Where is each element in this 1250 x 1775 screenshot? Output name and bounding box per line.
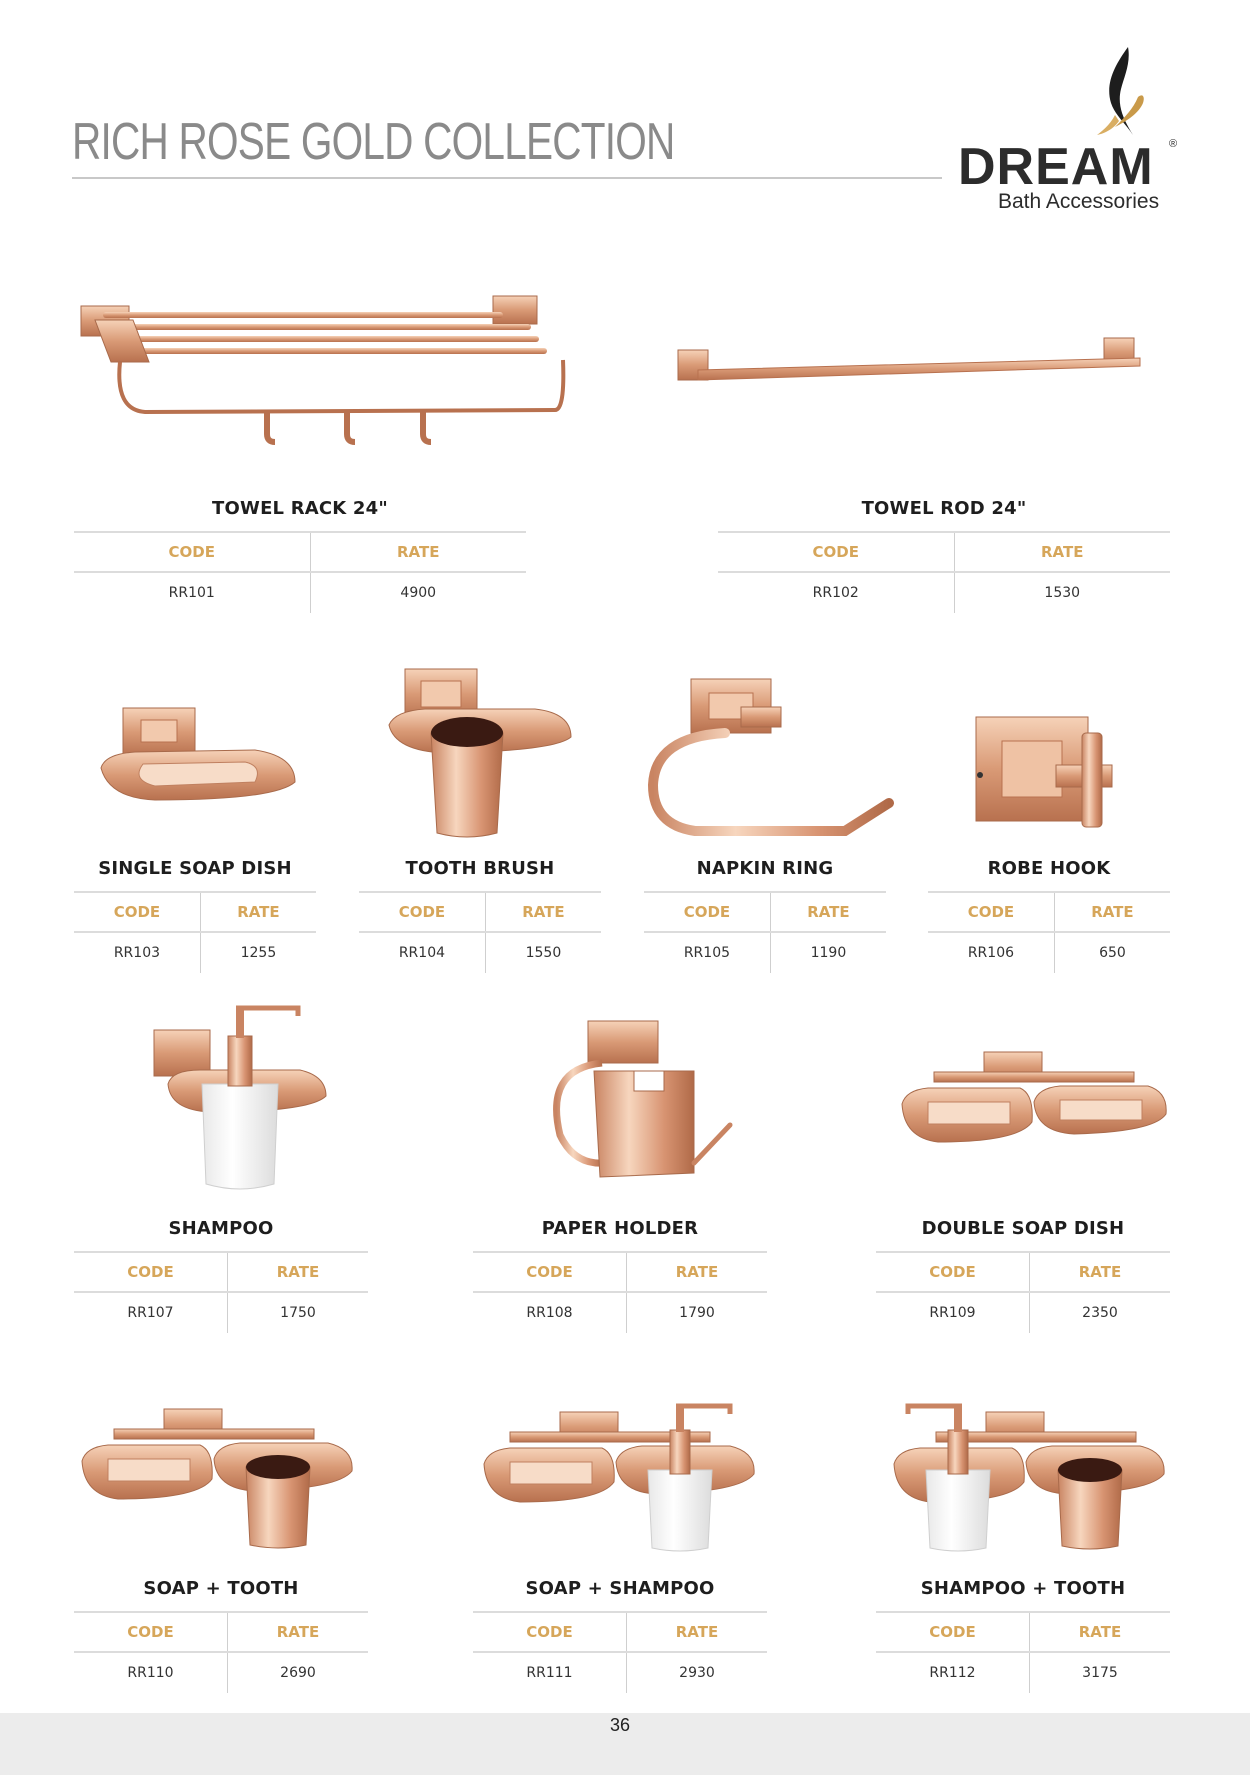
product-rate: 1750 <box>280 1305 316 1321</box>
page-title: RICH ROSE GOLD COLLECTION <box>72 113 675 171</box>
code-header: CODE <box>74 1612 228 1652</box>
product-rate: 1530 <box>1044 585 1081 601</box>
product-name: TOWEL RACK 24" <box>212 498 388 519</box>
paper-holder-icon <box>550 1015 745 1185</box>
product-code: RR108 <box>473 1292 627 1333</box>
product-rate: 2350 <box>1082 1305 1118 1321</box>
product-rate: 1790 <box>679 1305 715 1321</box>
flame-icon <box>955 45 1185 140</box>
product-code: RR109 <box>876 1292 1030 1333</box>
product-rate: 1255 <box>240 945 277 961</box>
product-price-table <box>473 1611 767 1693</box>
rate-header: RATE <box>1030 1252 1171 1292</box>
product-name: NAPKIN RING <box>696 858 834 879</box>
product-price-table <box>876 1251 1170 1333</box>
product-price-table <box>74 1251 368 1333</box>
product-code: RR111 <box>473 1652 627 1693</box>
product-price-table <box>359 891 601 973</box>
product-price-table <box>644 891 886 973</box>
code-header: CODE <box>359 892 485 932</box>
code-header: CODE <box>74 1252 228 1292</box>
double-soap-dish-icon <box>898 1048 1170 1150</box>
product-rate: 1550 <box>525 945 562 961</box>
product-rate: 2930 <box>679 1665 715 1681</box>
product-name: SHAMPOO <box>168 1218 274 1239</box>
product-name: PAPER HOLDER <box>541 1218 699 1239</box>
product-price-table <box>718 531 1170 613</box>
product-rate: 1190 <box>810 945 847 961</box>
registered-mark: ® <box>1169 138 1178 150</box>
rate-header: RATE <box>228 1612 369 1652</box>
tooth-brush-holder-icon <box>385 665 575 840</box>
robe-hook-icon <box>972 705 1132 830</box>
product-code: RR104 <box>359 932 485 973</box>
product-rate: 3175 <box>1082 1665 1118 1681</box>
product-code: RR103 <box>74 932 200 973</box>
towel-rod-icon <box>670 330 1170 400</box>
product-price-table <box>928 891 1170 973</box>
code-header: CODE <box>473 1252 627 1292</box>
code-header: CODE <box>718 532 954 572</box>
product-code: RR101 <box>74 572 310 613</box>
rate-header: RATE <box>228 1252 369 1292</box>
product-name: TOWEL ROD 24" <box>861 498 1027 519</box>
rate-header: RATE <box>770 892 886 932</box>
brand-name: DREAM <box>958 138 1154 196</box>
product-rate: 2690 <box>280 1665 316 1681</box>
product-price-table <box>74 1611 368 1693</box>
code-header: CODE <box>473 1612 627 1652</box>
product-code: RR106 <box>928 932 1054 973</box>
product-code: RR110 <box>74 1652 228 1693</box>
rate-header: RATE <box>1054 892 1170 932</box>
rate-header: RATE <box>200 892 316 932</box>
brand-logo <box>955 45 1185 215</box>
code-header: CODE <box>644 892 770 932</box>
product-code: RR107 <box>74 1292 228 1333</box>
product-price-table <box>74 891 316 973</box>
page-number: 36 <box>609 1715 631 1735</box>
soap-tooth-holder-icon <box>78 1405 358 1550</box>
code-header: CODE <box>74 892 200 932</box>
product-price-table <box>473 1251 767 1333</box>
product-name: SHAMPOO + TOOTH <box>920 1578 1126 1599</box>
rate-header: RATE <box>627 1252 768 1292</box>
rate-header: RATE <box>627 1612 768 1652</box>
towel-rack-icon <box>75 290 605 450</box>
product-name: TOOTH BRUSH <box>405 858 555 879</box>
rate-header: RATE <box>485 892 601 932</box>
product-code: RR112 <box>876 1652 1030 1693</box>
rate-header: RATE <box>310 532 526 572</box>
napkin-ring-icon <box>645 675 895 840</box>
product-code: RR105 <box>644 932 770 973</box>
product-name: SOAP + SHAMPOO <box>525 1578 715 1599</box>
soap-dish-icon <box>95 700 305 820</box>
soap-shampoo-holder-icon <box>480 1400 760 1555</box>
product-price-table <box>876 1611 1170 1693</box>
rate-header: RATE <box>954 532 1170 572</box>
code-header: CODE <box>74 532 310 572</box>
product-rate: 4900 <box>400 585 437 601</box>
code-header: CODE <box>876 1252 1030 1292</box>
brand-subtitle: Bath Accessories <box>998 190 1160 213</box>
product-rate: 650 <box>1099 945 1126 961</box>
product-name: SOAP + TOOTH <box>143 1578 299 1599</box>
title-divider <box>72 177 942 179</box>
shampoo-dispenser-icon <box>150 1000 330 1195</box>
product-name: DOUBLE SOAP DISH <box>921 1218 1125 1239</box>
shampoo-tooth-holder-icon <box>890 1400 1170 1555</box>
code-header: CODE <box>876 1612 1030 1652</box>
product-code: RR102 <box>718 572 954 613</box>
code-header: CODE <box>928 892 1054 932</box>
product-name: ROBE HOOK <box>987 858 1111 879</box>
rate-header: RATE <box>1030 1612 1171 1652</box>
product-price-table <box>74 531 526 613</box>
product-name: SINGLE SOAP DISH <box>98 858 292 879</box>
